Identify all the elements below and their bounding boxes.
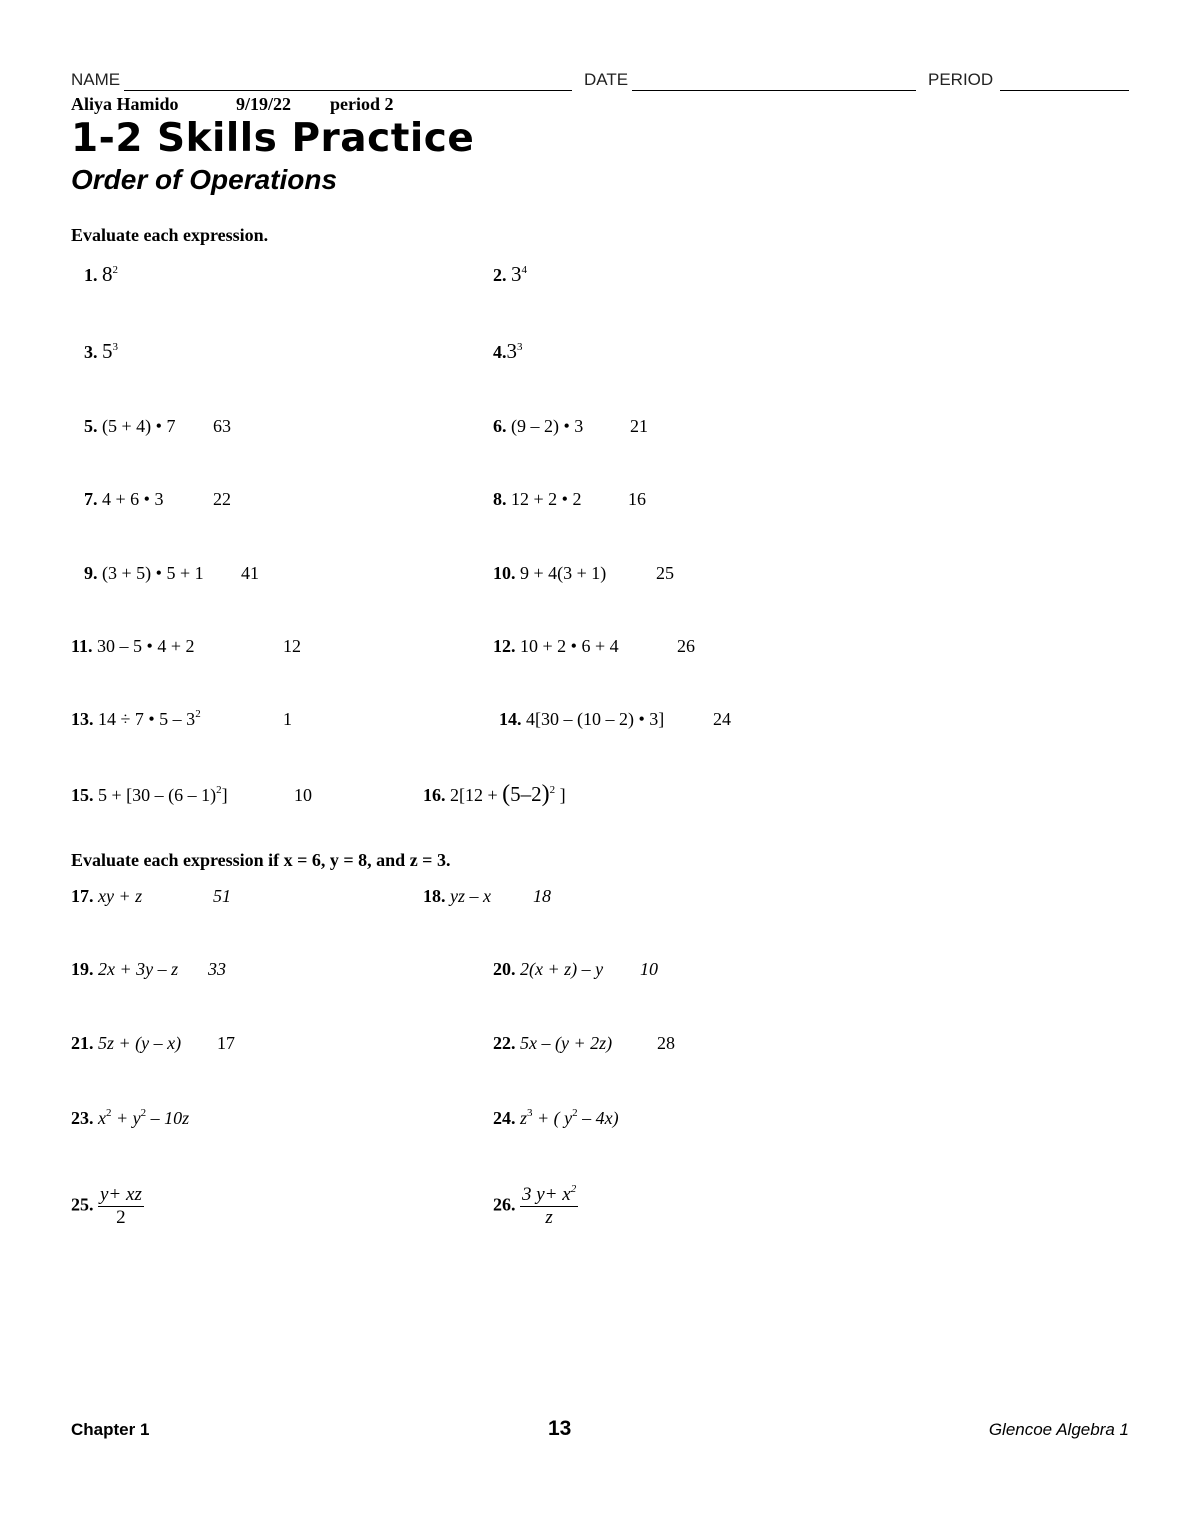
problem-19: [71, 959, 178, 980]
problem-14: [499, 709, 664, 730]
problem-number: 19.: [71, 959, 94, 979]
problem-expression: 14 ÷ 7 • 5 – 3: [98, 709, 196, 729]
problem-12: [493, 636, 619, 657]
date-label: DATE: [584, 70, 629, 89]
problem-expression: 4 + 6 • 3: [102, 489, 164, 509]
problem-expression: 12 + 2 • 2: [511, 489, 582, 509]
answer-19: 33: [208, 959, 226, 979]
problem-exponent-a: 3: [527, 1107, 533, 1119]
answer-8: 16: [628, 489, 646, 509]
problem-expression: 2(x + z) – y: [520, 959, 604, 979]
problem-expression-b: ]: [221, 785, 228, 805]
name-label: NAME: [71, 70, 121, 89]
problem-number: 25.: [71, 1194, 94, 1215]
problem-number: 24.: [493, 1108, 516, 1128]
problem-base: 8: [102, 262, 113, 286]
problem-expression-b: + ( y: [532, 1108, 573, 1128]
problem-number: 10.: [493, 563, 516, 583]
problem-2: [493, 262, 527, 287]
answer-17: 51: [213, 886, 231, 906]
problem-10: [493, 563, 606, 584]
page-title: 1-2 Skills Practice: [71, 116, 475, 161]
answer-22: 28: [657, 1033, 675, 1053]
problem-number: 6.: [493, 416, 507, 436]
problem-number: 2.: [493, 265, 507, 285]
answer-10: 25: [656, 563, 674, 583]
problem-number: 21.: [71, 1033, 94, 1053]
problem-24: [493, 1108, 619, 1129]
problem-number: 7.: [84, 489, 98, 509]
problem-number: 3.: [84, 342, 98, 362]
name-blank-line[interactable]: [124, 90, 572, 91]
problem-number: 16.: [423, 785, 446, 805]
problem-number: 5.: [84, 416, 98, 436]
problem-expression: 30 – 5 • 4 + 2: [97, 636, 195, 656]
problem-number: 8.: [493, 489, 507, 509]
problem-exponent-b: 2: [140, 1107, 147, 1119]
problem-number: 15.: [71, 785, 94, 805]
problem-expression: 4[30 – (10 – 2) • 3]: [526, 709, 665, 729]
problem-expression-c: – 4x): [577, 1108, 619, 1128]
footer-page-number: 13: [548, 1417, 572, 1440]
problem-number: 23.: [71, 1108, 94, 1128]
problem-exponent: 2: [549, 784, 556, 796]
problem-number: 4.: [493, 342, 507, 362]
answer-9: 41: [241, 563, 259, 583]
problem-expression: (3 + 5) • 5 + 1: [102, 563, 204, 583]
student-period: period 2: [330, 94, 394, 114]
student-date: 9/19/22: [236, 94, 292, 114]
answer-7: 22: [213, 489, 231, 509]
answer-6: 21: [630, 416, 648, 436]
problem-3: [84, 339, 118, 364]
answer-18: 18: [533, 886, 551, 906]
problem-expression-a: 2[12 +: [450, 785, 503, 805]
problem-number: 9.: [84, 563, 98, 583]
problem-18: [423, 886, 491, 907]
problem-inner: 5–2: [510, 782, 542, 806]
problem-expression: 5x – (y + 2z): [520, 1033, 613, 1053]
problem-number: 22.: [493, 1033, 516, 1053]
problem-expression: (9 – 2) • 3: [511, 416, 584, 436]
problem-expression-a: x: [98, 1108, 106, 1128]
numerator-text: 3 y+ x: [522, 1184, 571, 1205]
fraction: [520, 1184, 578, 1229]
problem-22: [493, 1033, 612, 1054]
fraction: [98, 1184, 144, 1229]
problem-17: [71, 886, 142, 907]
problem-exponent: 2: [216, 784, 222, 796]
problem-6: [493, 416, 583, 437]
problem-13: [71, 709, 201, 730]
problem-4: [493, 339, 523, 364]
problem-exponent: 3: [112, 341, 118, 353]
problem-base: 3: [506, 339, 517, 363]
problem-expression-b: + y: [111, 1108, 141, 1128]
problem-number: 1.: [84, 265, 98, 285]
problem-expression: 2x + 3y – z: [98, 959, 179, 979]
problem-26: [493, 1184, 578, 1229]
answer-12: 26: [677, 636, 695, 656]
period-blank-line[interactable]: [1000, 90, 1129, 91]
problem-base: 5: [102, 339, 113, 363]
problem-expression: xy + z: [98, 886, 143, 906]
fraction-denominator: 2: [116, 1207, 126, 1228]
problem-number: 20.: [493, 959, 516, 979]
problem-1: [84, 262, 118, 287]
problem-5: [84, 416, 175, 437]
period-label: PERIOD: [928, 70, 994, 89]
problem-number: 11.: [71, 636, 93, 656]
problem-exponent: 2: [195, 708, 201, 720]
problem-9: [84, 563, 204, 584]
section2-instruction: Evaluate each expression if x = 6, y = 8, and z = 3.: [71, 850, 451, 870]
problem-number: 18.: [423, 886, 446, 906]
problem-number: 12.: [493, 636, 516, 656]
problem-exponent: 2: [112, 264, 118, 276]
problem-expression-a: 5 + [30 – (6 – 1): [98, 785, 217, 805]
footer-chapter: Chapter 1: [71, 1420, 150, 1439]
footer-book-title: Glencoe Algebra 1: [988, 1420, 1129, 1439]
numerator-exponent: 2: [570, 1183, 577, 1195]
problem-20: [493, 959, 603, 980]
problem-15: [71, 785, 228, 806]
problem-base: 3: [511, 262, 522, 286]
problem-number: 17.: [71, 886, 94, 906]
problem-expression-a: z: [520, 1108, 528, 1128]
fraction-denominator: z: [545, 1207, 553, 1228]
problem-number: 26.: [493, 1194, 516, 1215]
problem-exponent: 4: [521, 264, 527, 276]
section1-instruction: Evaluate each expression.: [71, 225, 269, 245]
problem-exponent-b: 2: [572, 1107, 578, 1119]
problem-11: [71, 636, 194, 657]
problem-7: [84, 489, 163, 510]
problem-21: [71, 1033, 181, 1054]
answer-11: 12: [283, 636, 301, 656]
problem-25: [71, 1184, 144, 1229]
answer-5: 63: [213, 416, 231, 436]
problem-23: [71, 1108, 189, 1129]
problem-16: [423, 781, 566, 808]
problem-number: 14.: [499, 709, 522, 729]
fraction-numerator: y+ xz: [100, 1184, 142, 1205]
problem-expression: 5z + (y – x): [98, 1033, 182, 1053]
problem-expression-b: ]: [555, 785, 566, 805]
open-paren: (: [502, 781, 511, 807]
answer-13: 1: [283, 709, 292, 729]
problem-exponent: 3: [517, 341, 523, 353]
fraction-numerator: [520, 1184, 578, 1207]
problem-expression: (5 + 4) • 7: [102, 416, 176, 436]
problem-expression: 9 + 4(3 + 1): [520, 563, 607, 583]
problem-expression-c: – 10z: [146, 1108, 190, 1128]
answer-14: 24: [713, 709, 731, 729]
date-blank-line[interactable]: [632, 90, 916, 91]
problem-number: 13.: [71, 709, 94, 729]
problem-expression: 10 + 2 • 6 + 4: [520, 636, 619, 656]
problem-expression: yz – x: [450, 886, 491, 906]
page-subtitle: Order of Operations: [71, 164, 338, 195]
answer-15: 10: [294, 785, 312, 805]
answer-21: 17: [217, 1033, 235, 1053]
problem-8: [493, 489, 581, 510]
student-name: Aliya Hamido: [71, 94, 179, 114]
close-paren: ): [541, 781, 550, 807]
answer-20: 10: [640, 959, 658, 979]
problem-exponent-a: 2: [106, 1107, 112, 1119]
